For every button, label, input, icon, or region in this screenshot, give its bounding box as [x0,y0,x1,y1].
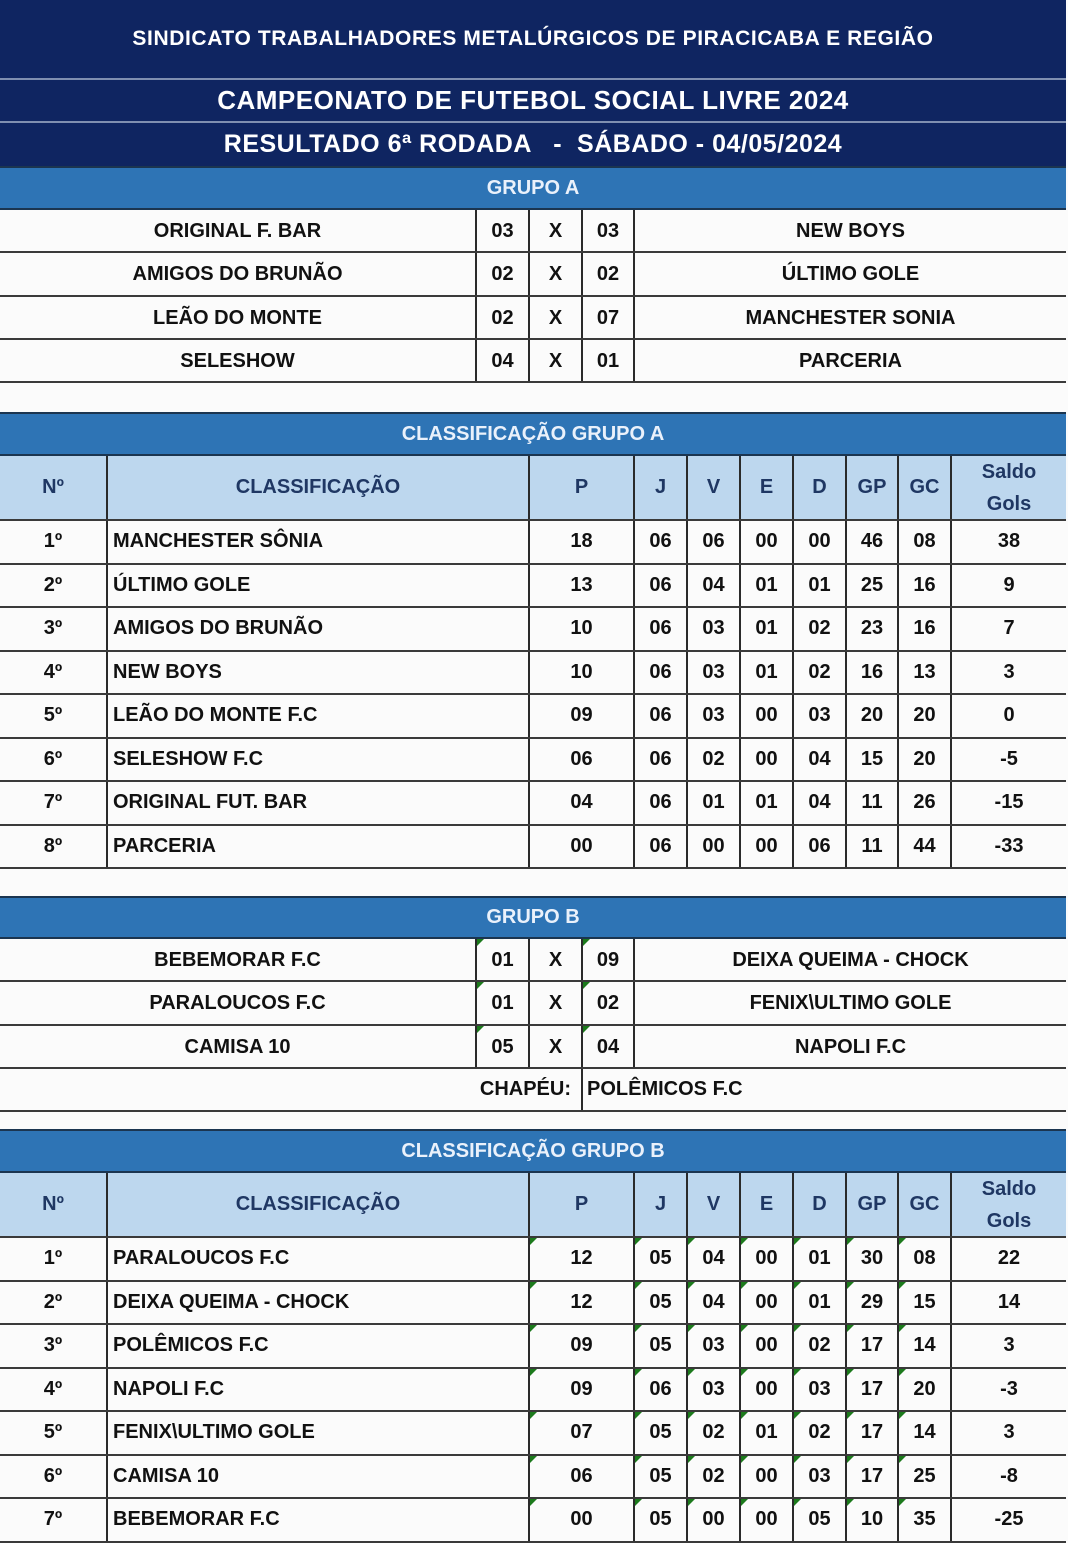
standings-row [0,1238,1066,1282]
games: 06 [633,826,686,868]
wins: 01 [686,782,739,824]
points: 13 [528,565,633,607]
column-header-points: P [528,456,633,519]
position: 7º [43,791,63,814]
draws: 00 [739,1456,792,1498]
points: 06 [528,739,633,781]
draws: 00 [739,1282,792,1324]
standings-row [0,695,1066,739]
versus-mark: X [528,982,581,1023]
team-name: FENIX\ULTIMO GOLE [106,1412,528,1454]
versus-mark: X [528,939,581,980]
column-header-row [0,1173,1066,1238]
position: 6º [43,1464,63,1487]
bye-label: CHAPÉU: [479,1078,571,1100]
goal-difference: 3 [950,652,1066,694]
team-name: PARCERIA [106,826,528,868]
match-row [0,1026,1066,1069]
games: 05 [633,1238,686,1280]
standings-row [0,782,1066,826]
away-team: FENIX\ULTIMO GOLE [633,982,1066,1023]
column-header-saldo-2: Gols [986,492,1032,515]
column-header-position: Nº [42,1193,64,1215]
points: 12 [528,1238,633,1280]
home-team: PARALOUCOS F.C [149,992,326,1015]
draws: 00 [739,695,792,737]
away-team: MANCHESTER SONIA [633,297,1066,338]
goals-for: 17 [845,1369,897,1411]
team-name: MANCHESTER SÔNIA [106,521,528,563]
points: 10 [528,608,633,650]
losses: 06 [792,826,845,868]
team-name: NAPOLI F.C [106,1369,528,1411]
goal-difference: 14 [950,1282,1066,1324]
position: 6º [43,747,63,770]
standings-a-header: CLASSIFICAÇÃO GRUPO A [0,412,1066,456]
games: 06 [633,1369,686,1411]
losses: 04 [792,739,845,781]
championship-title: CAMPEONATO DE FUTEBOL SOCIAL LIVRE 2024 [0,80,1066,123]
goals-against: 35 [897,1499,950,1541]
goals-for: 46 [845,521,897,563]
home-score: 01 [475,939,528,980]
home-score: 01 [475,982,528,1023]
away-score: 07 [581,297,633,338]
games: 06 [633,521,686,563]
wins: 04 [686,1238,739,1280]
goal-difference: -25 [950,1499,1066,1541]
position: 2º [43,573,63,596]
goals-for: 17 [845,1412,897,1454]
group-a-header: GRUPO A [0,166,1066,210]
team-name: AMIGOS DO BRUNÃO [106,608,528,650]
home-team: LEÃO DO MONTE [153,306,322,329]
goals-for: 17 [845,1456,897,1498]
goals-against: 26 [897,782,950,824]
games: 06 [633,608,686,650]
goals-for: 17 [845,1325,897,1367]
points: 09 [528,1369,633,1411]
draws: 01 [739,1412,792,1454]
away-team: DEIXA QUEIMA - CHOCK [633,939,1066,980]
wins: 03 [686,1369,739,1411]
games: 06 [633,782,686,824]
goal-difference: -33 [950,826,1066,868]
goals-against: 25 [897,1456,950,1498]
losses: 03 [792,695,845,737]
position: 5º [43,1421,63,1444]
losses: 01 [792,1282,845,1324]
column-header-saldo-1: Saldo [981,460,1037,483]
away-team: ÚLTIMO GOLE [633,253,1066,294]
home-team: CAMISA 10 [184,1035,291,1058]
team-name: LEÃO DO MONTE F.C [106,695,528,737]
position: 3º [43,617,63,640]
goals-against: 16 [897,608,950,650]
standings-b-header: CLASSIFICAÇÃO GRUPO B [0,1129,1066,1173]
team-name: ORIGINAL FUT. BAR [106,782,528,824]
team-name: SELESHOW F.C [106,739,528,781]
wins: 02 [686,1456,739,1498]
position: 5º [43,704,63,727]
draws: 01 [739,782,792,824]
wins: 04 [686,565,739,607]
goals-against: 15 [897,1282,950,1324]
goals-for: 29 [845,1282,897,1324]
match-row [0,297,1066,340]
group-b-header: GRUPO B [0,896,1066,939]
goals-for: 25 [845,565,897,607]
wins: 03 [686,652,739,694]
goals-for: 30 [845,1238,897,1280]
away-score: 03 [581,210,633,251]
losses: 02 [792,652,845,694]
column-header-saldo-1: Saldo [981,1177,1037,1200]
points: 18 [528,521,633,563]
position: 8º [43,834,63,857]
away-score: 02 [581,982,633,1023]
standings-row [0,521,1066,565]
points: 10 [528,652,633,694]
column-header-team-name: CLASSIFICAÇÃO [106,456,528,519]
draws: 00 [739,1369,792,1411]
column-header-goal-difference [950,456,1066,519]
goal-difference: 3 [950,1412,1066,1454]
goals-against: 08 [897,521,950,563]
position: 1º [43,530,63,553]
position: 1º [43,1247,63,1270]
home-team: AMIGOS DO BRUNÃO [132,263,343,286]
match-row [0,253,1066,296]
losses: 02 [792,608,845,650]
org-title: SINDICATO TRABALHADORES METALÚRGICOS DE PIRACICABA E REGIÃO [0,0,1066,80]
losses: 01 [792,565,845,607]
games: 05 [633,1499,686,1541]
column-header-draws: E [739,1173,792,1236]
goal-difference: 3 [950,1325,1066,1367]
away-team: NAPOLI F.C [633,1026,1066,1067]
column-header-goals-against: GC [897,456,950,519]
team-name: PARALOUCOS F.C [106,1238,528,1280]
draws: 01 [739,608,792,650]
position: 3º [43,1334,63,1357]
standings-row [0,565,1066,609]
goal-difference: 9 [950,565,1066,607]
column-header-goals-against: GC [897,1173,950,1236]
points: 06 [528,1456,633,1498]
points: 04 [528,782,633,824]
versus-mark: X [528,297,581,338]
round-title: RESULTADO 6ª RODADA - SÁBADO - 04/05/2024 [0,123,1066,166]
away-team: PARCERIA [633,340,1066,381]
games: 06 [633,652,686,694]
versus-mark: X [528,1026,581,1067]
draws: 00 [739,739,792,781]
goals-against: 16 [897,565,950,607]
wins: 04 [686,1282,739,1324]
team-name: NEW BOYS [106,652,528,694]
standings-row [0,608,1066,652]
match-row [0,982,1066,1025]
match-row [0,210,1066,253]
standings-row [0,1325,1066,1369]
column-header-draws: E [739,456,792,519]
standings-row [0,826,1066,870]
column-header-games: J [633,456,686,519]
wins: 00 [686,1499,739,1541]
goals-for: 16 [845,652,897,694]
points: 09 [528,695,633,737]
standings-row [0,1412,1066,1456]
games: 06 [633,565,686,607]
goals-for: 20 [845,695,897,737]
column-header-saldo-2: Gols [986,1209,1032,1232]
wins: 06 [686,521,739,563]
draws: 00 [739,1325,792,1367]
games: 06 [633,695,686,737]
goal-difference: -15 [950,782,1066,824]
games: 05 [633,1325,686,1367]
games: 05 [633,1456,686,1498]
column-header-row [0,456,1066,521]
goals-for: 23 [845,608,897,650]
position: 2º [43,1290,63,1313]
position: 4º [43,660,63,683]
column-header-goals-for: GP [845,456,897,519]
goal-difference: -8 [950,1456,1066,1498]
goals-against: 13 [897,652,950,694]
match-row [0,340,1066,383]
points: 07 [528,1412,633,1454]
goals-for: 10 [845,1499,897,1541]
position: 7º [43,1508,63,1531]
draws: 01 [739,565,792,607]
column-header-losses: D [792,456,845,519]
home-team: SELESHOW [180,349,295,372]
goals-for: 11 [845,826,897,868]
losses: 02 [792,1325,845,1367]
goal-difference: 0 [950,695,1066,737]
column-header-goals-for: GP [845,1173,897,1236]
draws: 00 [739,521,792,563]
goal-difference: 22 [950,1238,1066,1280]
games: 05 [633,1282,686,1324]
bye-row [0,1069,1066,1112]
home-score: 02 [475,253,528,294]
draws: 01 [739,652,792,694]
versus-mark: X [528,210,581,251]
goals-against: 08 [897,1238,950,1280]
wins: 00 [686,826,739,868]
points: 09 [528,1325,633,1367]
away-score: 09 [581,939,633,980]
versus-mark: X [528,340,581,381]
losses: 04 [792,782,845,824]
points: 12 [528,1282,633,1324]
away-team: NEW BOYS [633,210,1066,251]
home-score: 03 [475,210,528,251]
losses: 03 [792,1369,845,1411]
team-name: DEIXA QUEIMA - CHOCK [106,1282,528,1324]
goal-difference: 38 [950,521,1066,563]
games: 05 [633,1412,686,1454]
column-header-wins: V [686,456,739,519]
standings-row [0,1499,1066,1543]
losses: 01 [792,1238,845,1280]
home-team: BEBEMORAR F.C [154,949,321,972]
team-name: BEBEMORAR F.C [106,1499,528,1541]
goals-against: 14 [897,1325,950,1367]
standings-row [0,1369,1066,1413]
draws: 00 [739,1499,792,1541]
bye-team: POLÊMICOS F.C [581,1069,1066,1110]
home-team: ORIGINAL F. BAR [153,220,322,243]
column-header-wins: V [686,1173,739,1236]
goal-difference: -5 [950,739,1066,781]
losses: 02 [792,1412,845,1454]
column-header-position: Nº [42,476,64,498]
home-score: 04 [475,340,528,381]
position: 4º [43,1377,63,1400]
standings-row [0,1282,1066,1326]
home-score: 02 [475,297,528,338]
match-row [0,939,1066,982]
column-header-games: J [633,1173,686,1236]
wins: 02 [686,1412,739,1454]
column-header-goal-difference [950,1173,1066,1236]
losses: 00 [792,521,845,563]
goals-against: 44 [897,826,950,868]
wins: 03 [686,695,739,737]
wins: 03 [686,1325,739,1367]
team-name: ÚLTIMO GOLE [106,565,528,607]
team-name: CAMISA 10 [106,1456,528,1498]
standings-row [0,1456,1066,1500]
draws: 00 [739,1238,792,1280]
goals-against: 20 [897,739,950,781]
home-score: 05 [475,1026,528,1067]
standings-row [0,652,1066,696]
goals-against: 20 [897,695,950,737]
away-score: 02 [581,253,633,294]
column-header-team-name: CLASSIFICAÇÃO [106,1173,528,1236]
points: 00 [528,826,633,868]
goals-against: 20 [897,1369,950,1411]
column-header-losses: D [792,1173,845,1236]
goal-difference: -3 [950,1369,1066,1411]
team-name: POLÊMICOS F.C [106,1325,528,1367]
goals-for: 15 [845,739,897,781]
losses: 05 [792,1499,845,1541]
goals-against: 14 [897,1412,950,1454]
losses: 03 [792,1456,845,1498]
points: 00 [528,1499,633,1541]
goal-difference: 7 [950,608,1066,650]
away-score: 01 [581,340,633,381]
column-header-points: P [528,1173,633,1236]
draws: 00 [739,826,792,868]
wins: 03 [686,608,739,650]
goals-for: 11 [845,782,897,824]
away-score: 04 [581,1026,633,1067]
versus-mark: X [528,253,581,294]
games: 06 [633,739,686,781]
wins: 02 [686,739,739,781]
standings-row [0,739,1066,783]
